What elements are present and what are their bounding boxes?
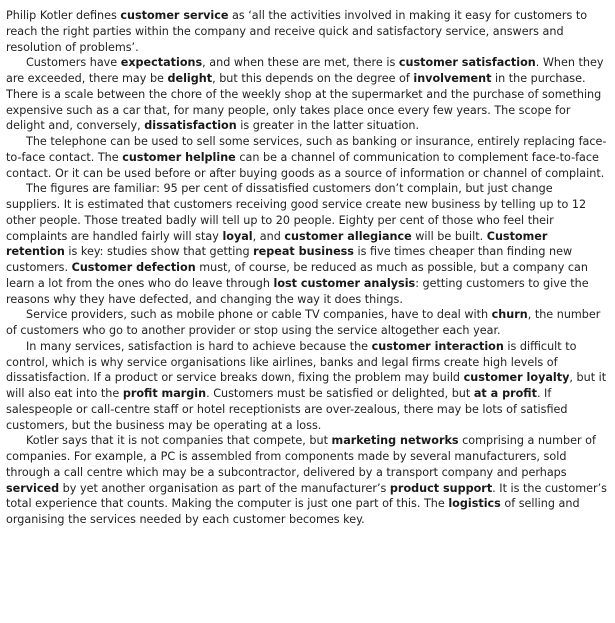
text-run: . When they are exceeded, there may be xyxy=(6,56,604,85)
text-run: In many services, satisfaction is hard to achieve because the xyxy=(26,339,372,353)
key-term: profit margin xyxy=(122,387,207,400)
text-run: as ‘all the activities involved in making it easy for customers to reach the right parties within the company and receive quick and satisfactory service, answers and resolution of problems’. xyxy=(6,9,588,54)
text-run: of selling and organising the services needed by each customer becomes key. xyxy=(6,497,580,526)
text-run: Kotler says that it is not companies that compete, but xyxy=(26,434,332,448)
text-run: will be built. xyxy=(411,229,487,243)
body-text xyxy=(6,8,609,528)
paragraph-3 xyxy=(6,134,609,181)
text-run: Customers have xyxy=(26,56,121,70)
key-term: serviced xyxy=(6,481,60,495)
key-term: customer helpline xyxy=(122,150,236,164)
key-term: lost customer analysis xyxy=(273,276,416,290)
key-term: customer allegiance xyxy=(284,229,412,243)
text-run: The telephone can be used to sell some services, such as banking or insurance, entirely replacing face-to-face contact. The xyxy=(6,135,607,164)
paragraph-1 xyxy=(6,8,609,55)
text-run: The figures are familiar: 95 per cent of dissatisfied customers don’t complain, but just change suppliers. It is estimated that customers receiving good service create new business by telling up to 12 other people. Those treated badly will tell up to 20 people. Eighty per cent of those who feel their complaints are handled fairly will stay xyxy=(6,182,587,243)
key-term: product support xyxy=(389,481,493,495)
text-run: . It is the customer’s total experience that counts. Making the computer is just one part of this. The xyxy=(6,481,608,511)
text-run: , and when these are met, there is xyxy=(202,56,399,70)
text-run: Service providers, such as mobile phone or cable TV companies, have to deal with xyxy=(26,308,492,322)
text-run: , but this depends on the degree of xyxy=(212,72,414,85)
key-term: expectations xyxy=(120,56,203,70)
text-run: is difficult to control, which is why service organisations like airlines, banks and legal firms create high levels of dissatisfaction. If a product or service breaks down, fixing the problem may build xyxy=(6,339,577,385)
key-term: marketing networks xyxy=(331,434,459,448)
text-run: is greater in the latter situation. xyxy=(236,119,420,133)
paragraph-6 xyxy=(6,339,609,434)
key-term: dissatisfaction xyxy=(144,119,237,133)
text-run: Philip Kotler defines xyxy=(6,9,121,22)
paragraph-7 xyxy=(6,433,609,528)
paragraph-2 xyxy=(6,55,609,134)
text-run: comprising a number of companies. For example, a PC is assembled from components made by several manufacturers, sold through a call centre which may be a subcontractor, delivered by a transport company and perhaps xyxy=(6,434,596,479)
text-run: is key: studies show that getting xyxy=(64,245,254,259)
text-run: . If salespeople or call-centre staff or hotel receptionists are over-zealous, there may be lots of satisfied customers, but the business may be operating at a loss. xyxy=(6,387,568,432)
key-term: customer loyalty xyxy=(463,371,570,385)
key-term: customer interaction xyxy=(371,339,504,353)
text-run: must, of course, be reduced as much as possible, but a company can learn a lot from the ones who do leave through xyxy=(6,261,588,290)
text-run: can be a channel of communication to complement face-to-face contact. Or it can be used before or after buying goods as a source of information or channel of complaint. xyxy=(6,150,605,180)
paragraph-5 xyxy=(6,307,609,339)
paragraph-4 xyxy=(6,181,609,307)
key-term: involvement xyxy=(413,72,492,85)
key-term: repeat business xyxy=(253,245,354,259)
text-run: is five times cheaper than finding new customers. xyxy=(6,245,573,274)
key-term: Customer retention xyxy=(6,229,548,259)
key-term: Customer defection xyxy=(71,261,196,274)
text-run: . Customers must be satisfied or delighted, but xyxy=(206,387,474,400)
text-run: , and xyxy=(252,229,285,243)
key-term: logistics xyxy=(448,497,501,511)
key-term: delight xyxy=(167,72,213,85)
key-term: churn xyxy=(491,308,528,322)
text-run: , the number of customers who go to another provider or stop using the service altogether each year. xyxy=(6,308,601,337)
key-term: loyal xyxy=(222,229,253,243)
key-term: customer satisfaction xyxy=(398,56,536,70)
key-term: at a profit xyxy=(473,387,537,400)
key-term: customer service xyxy=(120,9,229,22)
text-run: in the purchase. There is a scale between the chore of the weekly shop at the supermarket and the purchase of something expensive such as a car that, for many people, only takes place once every few years. The scope for delight and, conversely, xyxy=(6,72,602,133)
text-run: , but it will also eat into the xyxy=(6,371,607,400)
text-run: : getting customers to give the reasons why they have defected, and changing the way it does things. xyxy=(6,276,589,306)
text-run: by yet another organisation as part of the manufacturer’s xyxy=(59,481,390,495)
